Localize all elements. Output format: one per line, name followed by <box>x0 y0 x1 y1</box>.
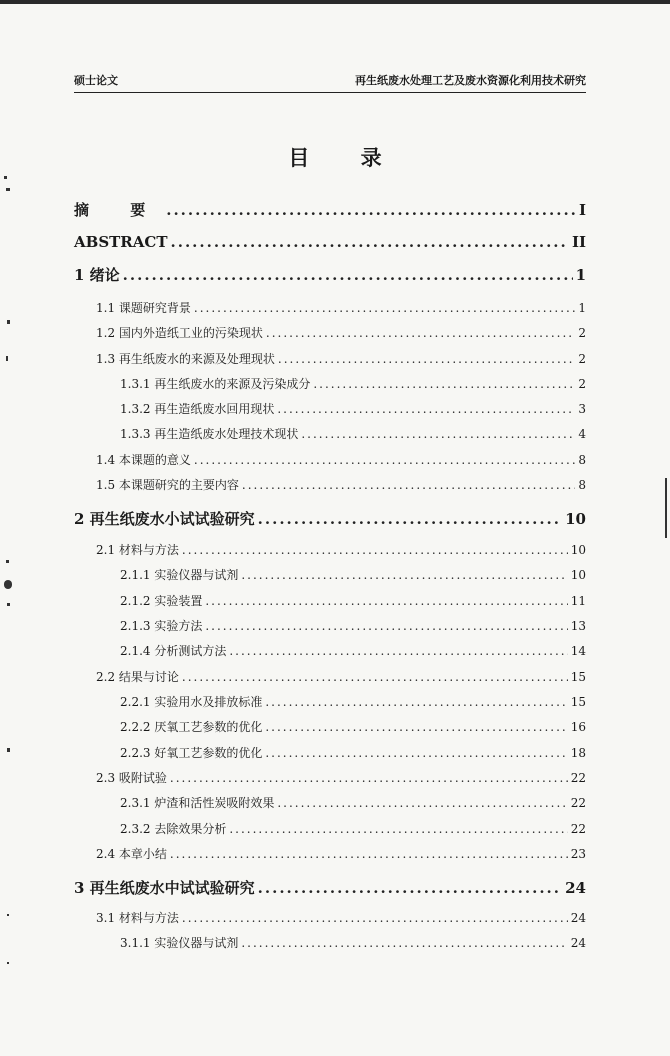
toc-entry-label: 1.3.3 再生造纸废水处理技术现状 <box>120 427 299 441</box>
toc-entry-label: 2.4 本章小结 <box>96 847 167 861</box>
toc-entry-page: 16 <box>570 720 586 734</box>
toc-entry[interactable] <box>74 264 586 285</box>
toc-leader-dots <box>258 510 562 528</box>
toc-entry-label: 3.1 材料与方法 <box>96 911 179 925</box>
toc-entry-page: 24 <box>565 879 586 897</box>
toc-leader-dots <box>242 478 575 492</box>
toc-entry[interactable] <box>96 668 586 685</box>
toc-entry-label: 2.1.2 实验装置 <box>120 594 203 608</box>
toc-entry[interactable] <box>120 375 586 392</box>
toc-entry[interactable] <box>74 508 586 529</box>
toc-leader-dots <box>265 695 567 709</box>
toc-leader-dots <box>241 936 567 950</box>
toc-entry[interactable] <box>120 820 586 837</box>
toc-leader-dots <box>170 847 568 861</box>
toc-entry-label: 2.2.1 实验用水及排放标准 <box>120 695 263 709</box>
toc-entry-label: 2.2.3 好氧工艺参数的优化 <box>120 746 263 760</box>
toc-leader-dots <box>194 453 575 467</box>
toc-entry-page: 3 <box>578 402 586 416</box>
toc-entry-page: 10 <box>565 510 586 528</box>
toc-entry[interactable] <box>74 199 586 220</box>
toc-entry[interactable] <box>96 350 586 367</box>
header-thesis-type: 硕士论文 <box>74 74 118 87</box>
toc-leader-dots <box>277 796 567 810</box>
toc-entry[interactable] <box>120 617 586 634</box>
toc-leader-dots <box>229 822 567 836</box>
toc-entry-label: 1.3 再生纸废水的来源及处理现状 <box>96 352 275 366</box>
toc-entry-label: 2.1.1 实验仪器与试剂 <box>120 568 239 582</box>
toc-entry-page: II <box>571 233 586 251</box>
toc-entry-label: 2.1 材料与方法 <box>96 543 179 557</box>
toc-entry-page: 15 <box>570 695 586 709</box>
toc-entry-page: 22 <box>570 822 586 836</box>
toc-entry[interactable] <box>74 877 586 898</box>
toc-leader-dots <box>194 301 575 315</box>
toc-leader-dots <box>266 326 575 340</box>
toc-entry[interactable] <box>120 592 586 609</box>
toc-leader-dots <box>123 266 573 284</box>
toc-entry[interactable] <box>120 718 586 735</box>
toc-entry[interactable] <box>120 744 586 761</box>
toc-entry-page: 22 <box>570 771 586 785</box>
toc-entry-page: 24 <box>570 911 586 925</box>
toc-leader-dots <box>301 427 575 441</box>
toc-entry[interactable] <box>96 541 586 558</box>
toc-entry-page: 15 <box>570 670 586 684</box>
toc-entry-label: 1.4 本课题的意义 <box>96 453 191 467</box>
toc-entry-label: ABSTRACT <box>74 233 168 251</box>
toc-entry-page: 4 <box>578 427 586 441</box>
toc-entry-label: 2.1.4 分析测试方法 <box>120 644 227 658</box>
header-thesis-title: 再生纸废水处理工艺及废水资源化利用技术研究 <box>355 74 586 87</box>
toc-entry-label: 3 再生纸废水中试试验研究 <box>74 879 255 897</box>
toc-entry-label: 摘 要 <box>74 201 164 219</box>
toc-leader-dots <box>182 670 568 684</box>
toc-entry-label: 2.3 吸附试验 <box>96 771 167 785</box>
toc-entry-page: 13 <box>570 619 586 633</box>
toc-entry-page: I <box>578 201 586 219</box>
toc-entry[interactable] <box>120 794 586 811</box>
toc-leader-dots <box>277 402 575 416</box>
toc-entry-label: 3.1.1 实验仪器与试剂 <box>120 936 239 950</box>
toc-leader-dots <box>171 233 569 251</box>
toc-entry[interactable] <box>96 909 586 926</box>
toc-entry-page: 10 <box>570 543 586 557</box>
toc-entry-label: 1.2 国内外造纸工业的污染现状 <box>96 326 263 340</box>
toc-entry[interactable] <box>120 400 586 417</box>
toc-entry[interactable] <box>96 769 586 786</box>
toc-entry[interactable] <box>74 233 586 251</box>
toc-entry-page: 18 <box>570 746 586 760</box>
toc-entry-page: 24 <box>570 936 586 950</box>
toc-entry[interactable] <box>96 476 586 493</box>
toc-entry-page: 8 <box>578 478 586 492</box>
toc-entry[interactable] <box>96 299 586 316</box>
toc-entry-page: 14 <box>570 644 586 658</box>
toc-entry-label: 2.3.1 炉渣和活性炭吸附效果 <box>120 796 275 810</box>
toc-entry-page: 2 <box>578 352 586 366</box>
toc-entry-page: 23 <box>570 847 586 861</box>
toc-entry-page: 11 <box>570 594 586 608</box>
toc-entry[interactable] <box>120 425 586 442</box>
toc-entry-page: 22 <box>570 796 586 810</box>
scan-top-edge <box>0 0 670 4</box>
running-header <box>74 72 586 90</box>
toc-leader-dots <box>241 568 567 582</box>
toc-entry[interactable] <box>120 934 586 951</box>
toc-entry-label: 2.3.2 去除效果分析 <box>120 822 227 836</box>
header-rule <box>74 92 586 93</box>
toc-entry-page: 1 <box>575 266 586 284</box>
toc-leader-dots <box>182 543 568 557</box>
toc-entry[interactable] <box>96 324 586 341</box>
toc-leader-dots <box>182 911 568 925</box>
toc-entry-label: 2.2.2 厌氧工艺参数的优化 <box>120 720 263 734</box>
toc-entry-label: 1.1 课题研究背景 <box>96 301 191 315</box>
toc-entry-page: 2 <box>578 326 586 340</box>
toc-entry-page: 1 <box>578 301 586 315</box>
toc-entry[interactable] <box>96 845 586 862</box>
toc-entry[interactable] <box>120 642 586 659</box>
toc-entry-page: 8 <box>578 453 586 467</box>
toc-leader-dots <box>166 201 576 219</box>
toc-entry-label: 1.3.1 再生纸废水的来源及污染成分 <box>120 377 311 391</box>
toc-entry-label: 2 再生纸废水小试试验研究 <box>74 510 255 528</box>
toc-leader-dots <box>265 746 567 760</box>
toc-entry-page: 10 <box>570 568 586 582</box>
toc-entry[interactable] <box>96 451 586 468</box>
toc-leader-dots <box>265 720 567 734</box>
toc-entry[interactable] <box>120 693 586 710</box>
toc-entry-label: 1.5 本课题研究的主要内容 <box>96 478 239 492</box>
toc-leader-dots <box>258 879 562 897</box>
toc-leader-dots <box>313 377 575 391</box>
toc-leader-dots <box>229 644 567 658</box>
toc-leader-dots <box>205 619 567 633</box>
toc-leader-dots <box>170 771 568 785</box>
toc-entry[interactable] <box>120 566 586 583</box>
toc-leader-dots <box>278 352 575 366</box>
page-title: 目 录 <box>288 145 404 170</box>
toc-entry-page: 2 <box>578 377 586 391</box>
toc-leader-dots <box>205 594 567 608</box>
toc-entry-label: 2.1.3 实验方法 <box>120 619 203 633</box>
toc-entry-label: 1 绪论 <box>74 266 120 284</box>
toc-entry-label: 1.3.2 再生造纸废水回用现状 <box>120 402 275 416</box>
toc-entry-label: 2.2 结果与讨论 <box>96 670 179 684</box>
